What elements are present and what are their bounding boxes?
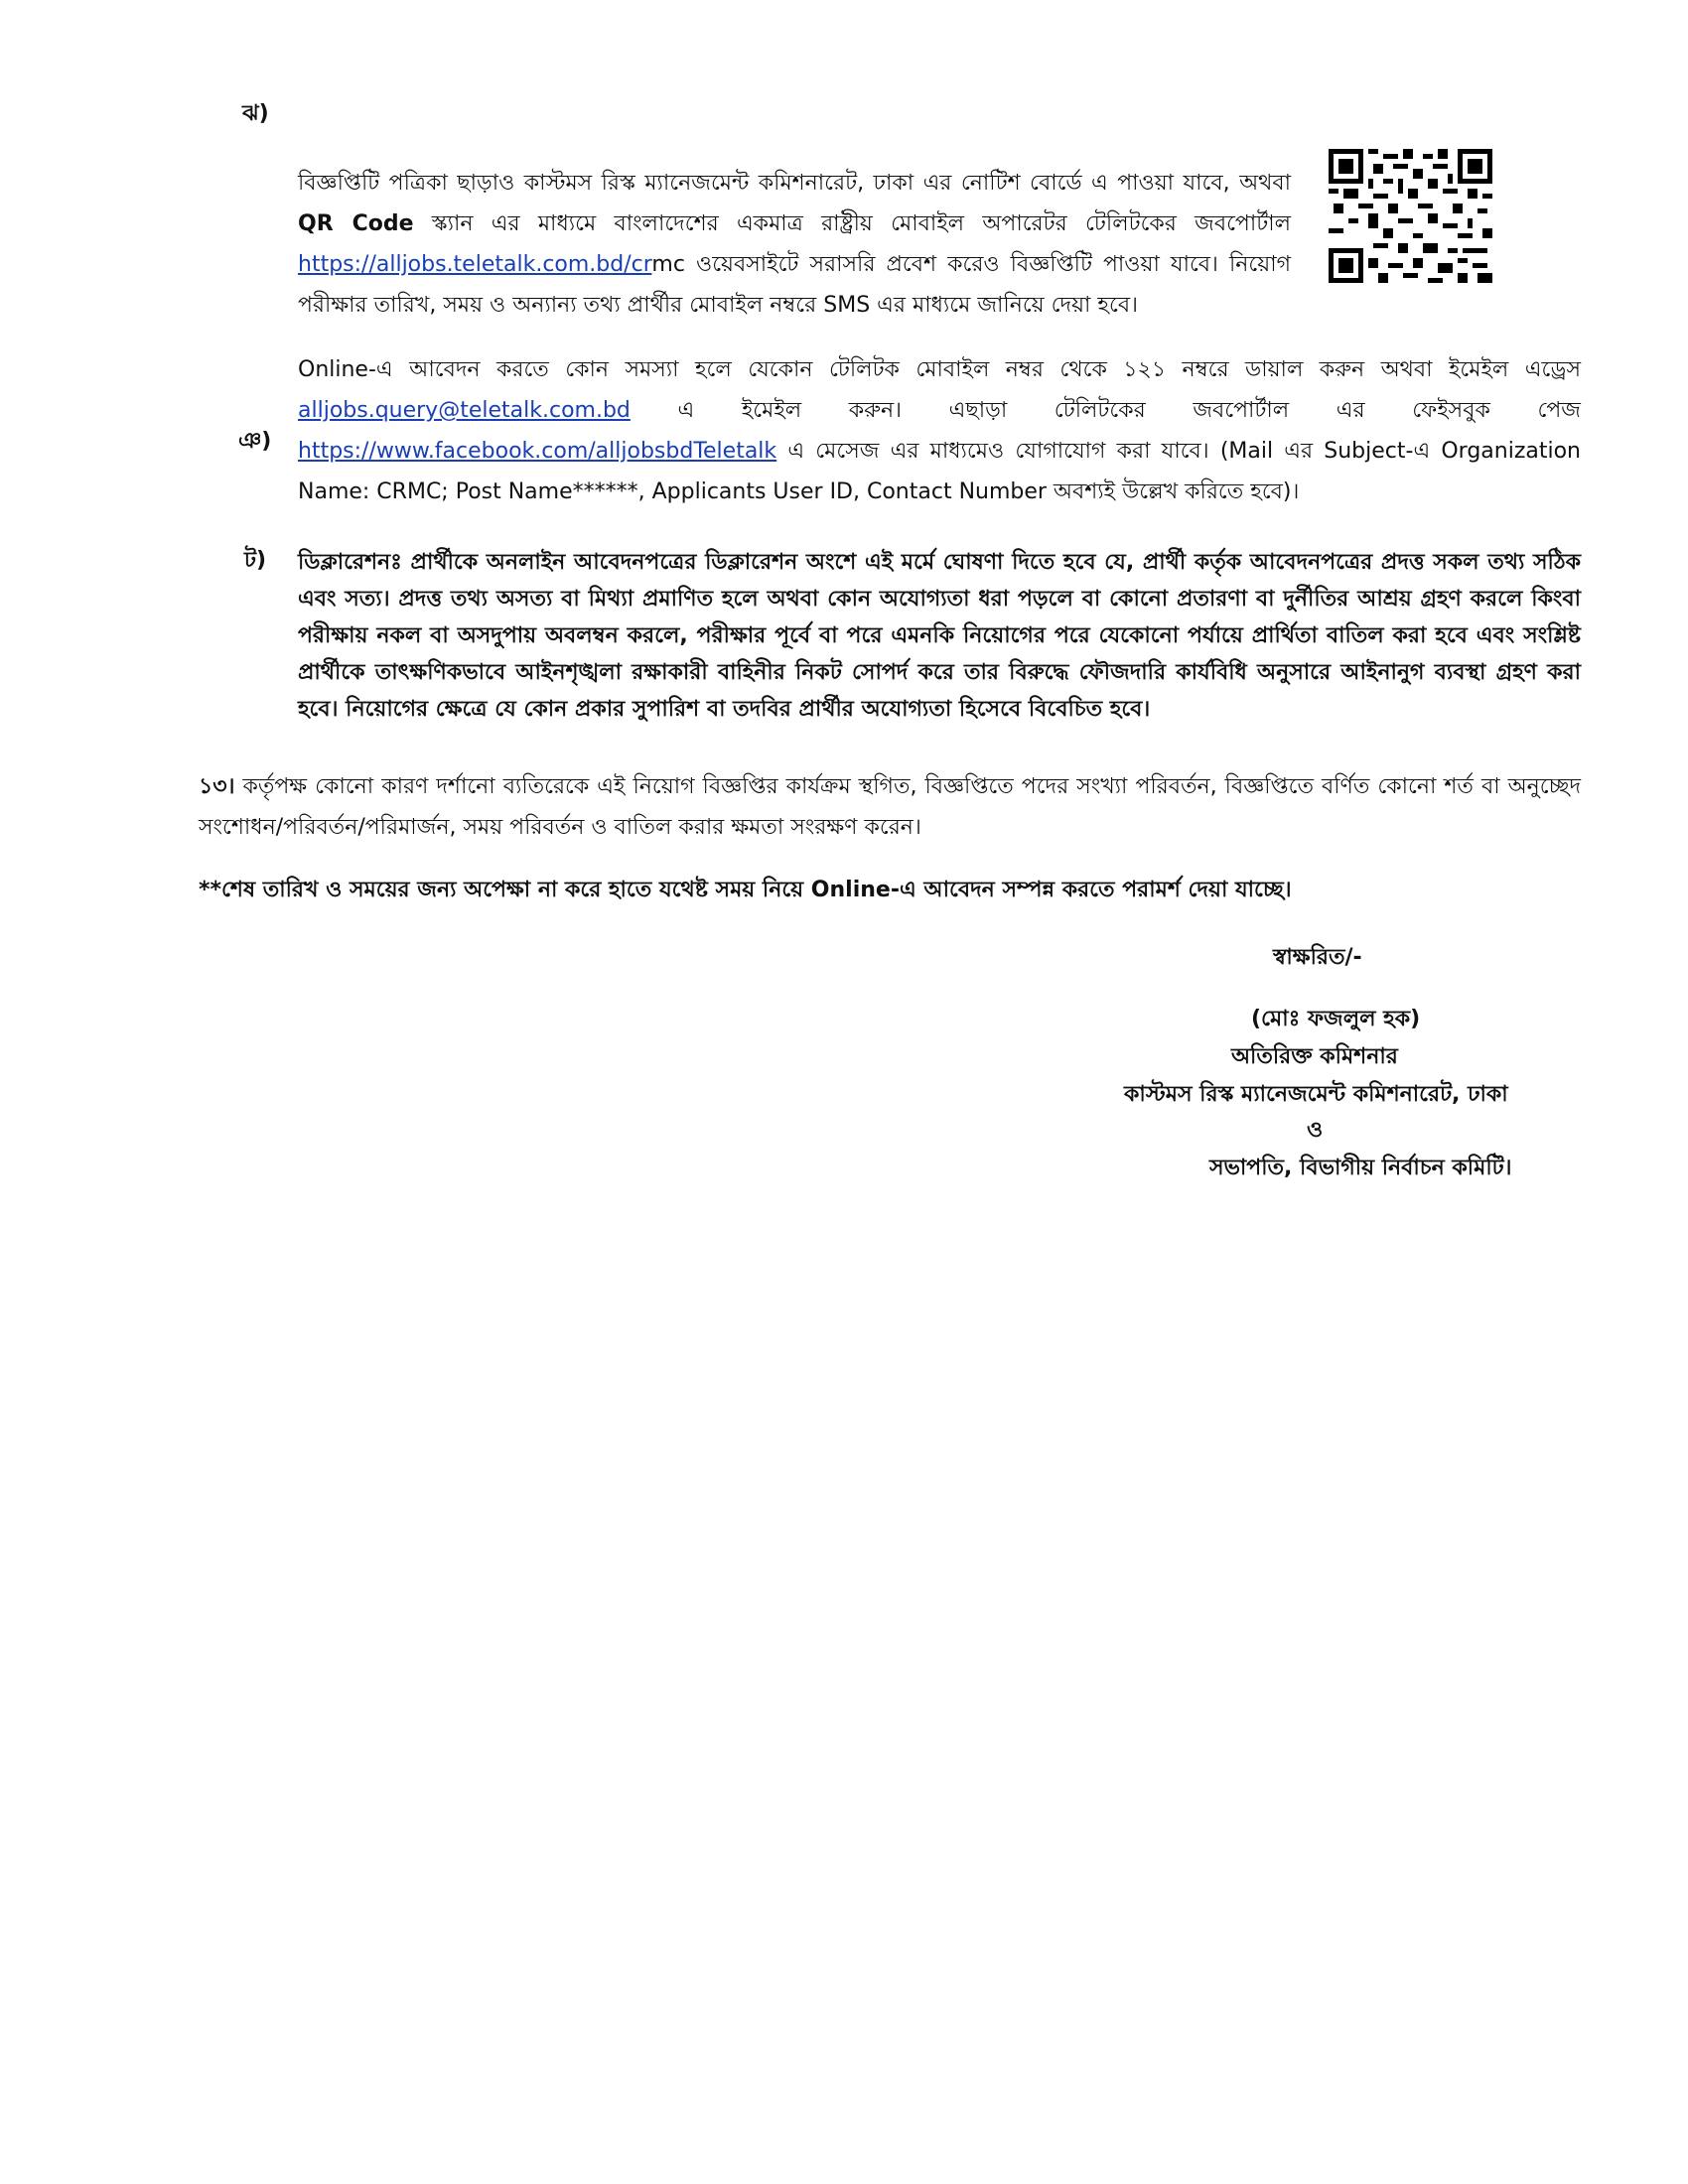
teletalk-jobportal-link[interactable]: https://alljobs.teletalk.com.bd/cr	[298, 252, 652, 277]
signatory-title: অতিরিক্ত কমিশনার	[1231, 1044, 1398, 1069]
item-nya-text-2: এ ইমেইল করুন। এছাড়া টেলিটকের জবপোর্টাল এর ফেইসবুক পেজ	[630, 398, 1581, 423]
clause-13-number: ১৩।	[199, 774, 235, 799]
qr-code-label: QR Code	[298, 211, 414, 236]
signatory-conjunction: ও	[1307, 1118, 1324, 1143]
qr-code-image	[1329, 149, 1492, 283]
signatory-committee: সভাপতি, বিভাগীয় নির্বাচন কমিটি।	[1209, 1156, 1512, 1180]
item-jha-text-1: বিজ্ঞপ্তিটি পত্রিকা ছাড়াও কাস্টমস রিস্ক ম্যানেজমেন্ট কমিশনারেট, ঢাকা এর নোটিশ বোর্ডে এ পাওয়া যাবে, অথবা	[298, 171, 1291, 196]
item-jha-text-2: স্ক্যান এর মাধ্যমে বাংলাদেশের একমাত্র রাষ্ট্রীয় মোবাইল অপারেটর টেলিটকের জবপোর্টাল	[413, 211, 1291, 236]
item-nya-text	[298, 349, 1581, 512]
support-email-link[interactable]: alljobs.query@teletalk.com.bd	[298, 398, 631, 423]
declaration-text: ডিক্লারেশনঃ প্রার্থীকে অনলাইন আবেদনপত্রের ডিক্লারেশন অংশে এই মর্মে ঘোষণা দিতে হবে যে, প্রার্থী কর্তৃক আবেদনপত্রের প্রদত্ত সকল তথ্য সঠিক এবং সত্য। প্রদত্ত তথ্য অসত্য বা মিথ্যা প্রমাণিত হলে অথবা কোন অযোগ্যতা ধরা পড়লে বা কোনো প্রতারণা বা দুর্নীতির আশ্রয় গ্রহণ করলে কিংবা পরীক্ষায় নকল বা অসদুপায় অবলম্বন করলে, পরীক্ষার পূর্বে বা পরে এমনকি নিয়োগের পরে যেকোনো পর্যায়ে প্রার্থিতা বাতিল করা হবে এবং সংশ্লিষ্ট প্রার্থীকে তাৎক্ষণিকভাবে আইনশৃঙ্খলা রক্ষাকারী বাহিনীর নিকট সোপর্দ করে তার বিরুদ্ধে ফৌজদারি কার্যবিধি অনুসারে আইনানুগ ব্যবস্থা গ্রহণ করা হবে। নিয়োগের ক্ষেত্রে যে কোন প্রকার সুপারিশ বা তদবির প্রার্থীর অযোগ্যতা হিসেবে বিবেচিত হবে।	[298, 550, 1581, 722]
signatory-office: কাস্টমস রিস্ক ম্যানেজমেন্ট কমিশনারেট, ঢাকা	[1124, 1082, 1508, 1107]
item-marker-ta: ট)	[244, 548, 267, 573]
item-jha-text	[298, 163, 1291, 326]
deadline-advice: **শেষ তারিখ ও সময়ের জন্য অপেক্ষা না করে হাতে যথেষ্ট সময় নিয়ে Online-এ আবেদন সম্পন্ন করতে পরামর্শ দেয়া যাচ্ছে।	[199, 878, 1292, 902]
item-marker-jha: ঝ)	[242, 101, 269, 126]
item-jha-link-tail: mc	[651, 252, 685, 277]
facebook-page-link[interactable]: https://www.facebook.com/alljobsbdTeletalk	[298, 439, 777, 464]
item-nya-text-1: Online-এ আবেদন করতে কোন সমস্যা হলে যেকোন টেলিটক মোবাইল নম্বর থেকে ১২১ নম্বরে ডায়াল করুন অথবা ইমেইল এড্রেস	[298, 357, 1581, 382]
signatory-name: (মোঃ ফজলুল হক)	[1251, 1007, 1421, 1031]
signed-label: স্বাক্ষরিত/-	[1273, 945, 1362, 970]
item-nya-text-3: এ মেসেজ এর মাধ্যমেও যোগাযোগ করা যাবে। (Mail এর Subject-এ Organization Name: CRMC; Post Name******, Applicants User ID, Contact Number অবশ্যই উল্লেখ করিতে হবে)।	[298, 439, 1581, 504]
item-marker-nya: ঞ)	[238, 429, 272, 454]
clause-13	[199, 766, 1581, 848]
item-jha-text-3: ওয়েবসাইটে সরাসরি প্রবেশ করেও বিজ্ঞপ্তিটি পাওয়া যাবে। নিয়োগ পরীক্ষার তারিখ, সময় ও অন্যান্য তথ্য প্রার্থীর মোবাইল নম্বরে SMS এর মাধ্যমে জানিয়ে দেয়া হবে।	[298, 252, 1291, 318]
clause-13-text: কর্তৃপক্ষ কোনো কারণ দর্শানো ব্যতিরেকে এই নিয়োগ বিজ্ঞপ্তির কার্যক্রম স্থগিত, বিজ্ঞপ্তিতে পদের সংখ্যা পরিবর্তন, বিজ্ঞপ্তিতে বর্ণিত কোনো শর্ত বা অনুচ্ছেদ সংশোধন/পরিবর্তন/পরিমার্জন, সময় পরিবর্তন ও বাতিল করার ক্ষমতা সংরক্ষণ করেন।	[199, 774, 1581, 840]
